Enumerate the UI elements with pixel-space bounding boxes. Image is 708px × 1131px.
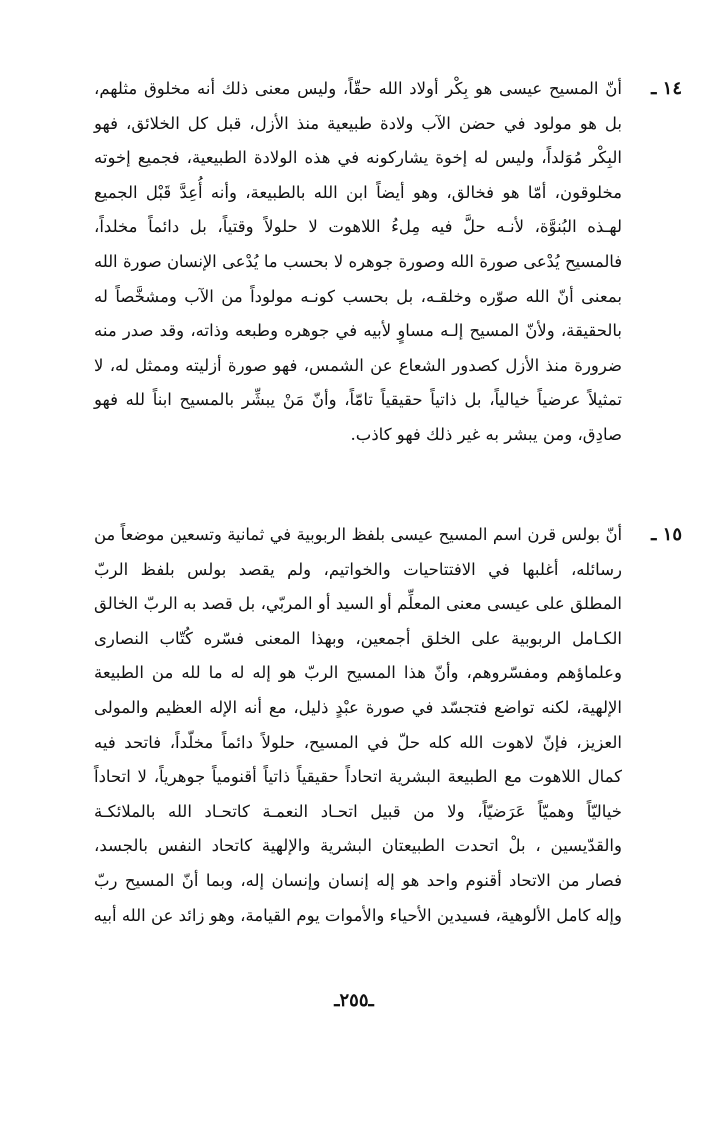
paragraph-number: ١٥ ـ xyxy=(651,524,682,545)
paragraph-14 xyxy=(94,72,682,453)
text-line: أنّ المسيح عيسى هو بِكْر أولاد الله حقّاً، وليس معنى ذلك أنه مخلوق مثلهم، xyxy=(94,79,622,98)
text-line: مخلوقون، أمّا هو فخالق، وهو أيضاً ابن الله بالطبيعة، وأنه أُعِدَّ قَبْل الجميع xyxy=(94,182,622,202)
text-line: تمثيلاً عرضياً خيالياً، بل ذاتياً حقيقياً تامّاً، وأنّ مَنْ يبشِّر بالمسيح ابناً لله فهو xyxy=(94,390,622,410)
text-line: بالحقيقة، ولأنّ المسيح إلـه مساوٍ لأبيه في جوهره وطبعه وذاته، وقد صدر منه xyxy=(94,321,622,341)
paragraph-number: ١٤ ـ xyxy=(651,78,682,99)
text-line: المطلق على عيسى معنى المعلِّم أو السيد أو المربّي، بل قصد به الربّ الخالق xyxy=(94,594,622,614)
text-line: أنّ بولس قرن اسم المسيح عيسى بلفظ الربوبية في ثمانية وتسعين موضعاً من xyxy=(94,525,622,544)
text-line: والقدّيسين ، بلْ اتحدت الطبيعتان البشرية والإلهية كاتحاد النفس بالجسد، xyxy=(94,836,622,856)
text-line: العزيز، فإنّ لاهوت الله كله حلّ في المسيح، حلولاً دائماً مخلّداً، فاتحد فيه xyxy=(94,732,622,752)
text-line: رسائله، أغلبها في الافتتاحيات والخواتيم، ولم يقصد بولس بلفظ الربّ xyxy=(94,559,622,579)
paragraph-15 xyxy=(93,518,682,933)
text-line: وإله كامل الألوهية، فسيدين الأحياء والأموات يوم القيامة، وهو زائد عن الله أبيه xyxy=(93,905,622,925)
text-line: البِكْر مُوَلداً، وليس له إخوة يشاركونه في هذه الولادة الطبيعية، فجميع إخوته xyxy=(94,148,622,168)
page-number: ـ٢٥٥ـ xyxy=(334,990,374,1011)
text-line: بل هو مولود في حضن الآب ولادة طبيعية منذ الأزل، قبل كل الخلائق، فهو xyxy=(94,113,622,133)
text-line: بمعنى أنّ الله صوّره وخلقـه، بل بحسب كونـه مولوداً من الآب ومشخَّصاً له xyxy=(94,286,622,306)
text-line: فالمسيح يُدْعى صورة الله وصورة جوهره لا بحسب ما يُدْعى الإنسان صورة الله xyxy=(94,251,622,271)
text-line: الكـامل الربوبية على الخلق أجمعين، وبهذا المعنى فسّره كُتّاب النصارى xyxy=(94,628,622,648)
text-line: لهـذه البُنوَّة، لأنـه حلَّ فيه مِلءُ اللاهوت لا حلولاً وقتياً، بل دائماً مخلداً، xyxy=(94,217,622,237)
text-line: خياليّاً وهميّاً عَرَضيّاً، ولا من قبيل اتحـاد النعمـة كاتحـاد الله بالملائكـة xyxy=(94,801,622,821)
text-line: الإلهية، لكنه تواضع فتجسّد في صورة عبْدٍ ذليل، مع أنه الإله العظيم والمولى xyxy=(94,697,622,717)
text-line: كمال اللاهوت مع الطبيعة البشرية اتحاداً حقيقياً ذاتياً أقنومياً جوهرياً، لا اتحاداً xyxy=(94,767,622,787)
text-line: صادِق، ومن يبشر به غير ذلك فهو كاذب. xyxy=(350,424,622,444)
text-line: ضرورة منذ الأزل كصدور الشعاع عن الشمس، فهو صورة أزليته وممثل له، لا xyxy=(94,355,622,375)
text-line: وعلماؤهم ومفسّروهم، وأنّ هذا المسيح الربّ هو إله له ما لله من الطبيعة xyxy=(94,663,622,683)
text-line: فصار من الاتحاد أقنوم واحد هو إله إنسان وإنسان إله، وبما أنّ المسيح ربّ xyxy=(94,870,622,890)
